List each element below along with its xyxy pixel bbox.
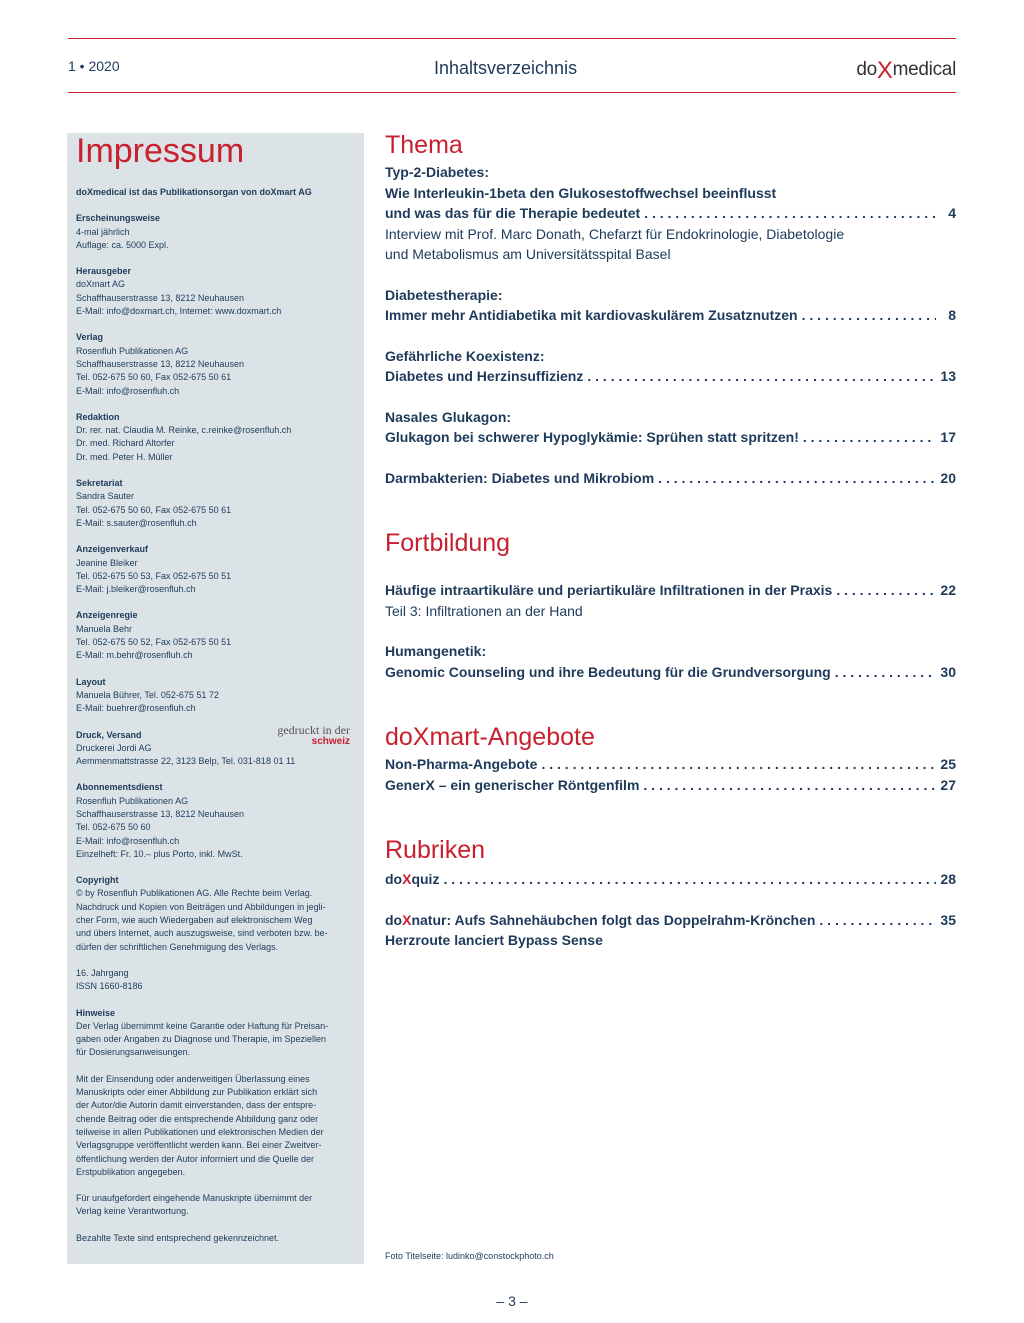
impressum-line: Mit der Einsendung oder anderweitigen Überlassung eines: [76, 1073, 310, 1084]
impressum-line: E-Mail: s.sauter@rosenfluh.ch: [76, 517, 197, 528]
impressum-line: Verlagsgruppe veröffentlicht werden kann. Bei einer Zweitver-: [76, 1140, 322, 1151]
impressum-line: Rosenfluh Publikationen AG: [76, 795, 189, 806]
impressum-block: [76, 967, 355, 994]
impressum-line: Aemmenmattstrasse 22, 3123 Belp, Tel. 031-818 01 11: [76, 756, 296, 767]
printed-in-switzerland-mark: gedruckt in der schweiz: [277, 722, 350, 747]
toc-entry-generx[interactable]: GenerX – ein generischer Röntgenfilm . . . 27: [385, 775, 956, 796]
impressum-line: E-Mail: info@doxmart.ch, Internet: www.doxmart.ch: [76, 306, 282, 317]
impressum-line: Tel. 052-675 50 60, Fax 052-675 50 61: [76, 504, 232, 515]
page-number: 25: [940, 756, 956, 772]
impressum-block-heading: Copyright: [76, 875, 119, 886]
header-rule-top: [68, 38, 956, 39]
impressum-block-heading: Anzeigenverkauf: [76, 544, 149, 555]
impressum-line: E-Mail: j.bleiker@rosenfluh.ch: [76, 584, 196, 595]
impressum-line: Dr. med. Richard Altorfer: [76, 438, 175, 449]
toc-entry-doxquiz[interactable]: doXquiz . . . 28: [385, 869, 956, 890]
impressum-intro: doXmedical ist das Publikationsorgan von doXmart AG: [76, 187, 312, 197]
page-number: 13: [940, 368, 956, 384]
impressum-panel: [67, 133, 364, 1264]
section-title-thema: Thema: [385, 131, 463, 159]
impressum-line: Für unaufgefordert eingehende Manuskripte übernimmt der: [76, 1193, 313, 1204]
impressum-line: 4-mal jährlich: [76, 226, 130, 237]
header-rule-bottom: [68, 92, 956, 93]
impressum-line: Schaffhauserstrasse 13, 8212 Neuhausen: [76, 808, 244, 819]
page-number: 20: [940, 469, 956, 486]
impressum-line: E-Mail: m.behr@rosenfluh.ch: [76, 650, 193, 661]
section-title-fortbildung: Fortbildung: [385, 529, 511, 557]
impressum-line: Schaffhauserstrasse 13, 8212 Neuhausen: [76, 358, 244, 369]
impressum-block: [76, 477, 355, 530]
impressum-line: Tel. 052-675 50 60: [76, 822, 151, 833]
page-number: 27: [940, 776, 956, 793]
section-title-angebote: doXmart-Angebote: [385, 723, 595, 751]
impressum-line: Verlag keine Verantwortung.: [76, 1206, 189, 1217]
impressum-block-heading: Druck, Versand: [76, 729, 142, 740]
impressum-line: © by Rosenfluh Publikationen AG. Alle Rechte beim Verlag.: [76, 888, 313, 899]
impressum-line: Erstpublikation angegeben.: [76, 1166, 186, 1177]
toc-entry-typ2-diabetes[interactable]: Typ-2-Diabetes: Wie Interleukin-1beta den Glukosestoffwechsel beeinflusst und was das für die Therapie bedeutet . . . 4 Interview mit Prof. Marc Donath, Chefarzt für Endokrinologie, Diabetologie und Metabolismus am Universitätsspital Basel: [385, 162, 956, 265]
impressum-line: für Dosierungsanweisungen.: [76, 1047, 191, 1058]
toc-entry-darmbakterien[interactable]: Darmbakterien: Diabetes und Mikrobiom . . . 20: [385, 468, 956, 489]
impressum-block-heading: Sekretariat: [76, 478, 123, 489]
impressum-block: [76, 609, 355, 662]
impressum-line: teilweise in allen Publikationen und elektronischen Medien der: [76, 1126, 324, 1137]
impressum-line: der Autor/die Autorin damit einverstanden, dass der entspre-: [76, 1100, 317, 1111]
impressum-block: [76, 1232, 355, 1245]
impressum-block: [76, 781, 355, 861]
toc-entry-infiltrationen[interactable]: Häufige intraartikuläre und periartikuläre Infiltrationen in der Praxis . . . 22 Teil 3: Infiltrationen an der Hand: [385, 580, 956, 621]
impressum-line: Nachdruck und Kopien von Beiträgen und Abbildungen in jegli-: [76, 901, 326, 912]
impressum-block: [76, 331, 355, 397]
impressum-line: chende Beitrag oder die entsprechende Abbildung ganz oder: [76, 1113, 319, 1124]
impressum-line: Bezahlte Texte sind entsprechend gekennzeichnet.: [76, 1232, 279, 1243]
impressum-line: und übers Internet, auch auszugsweise, sind verboten bzw. be-: [76, 928, 328, 939]
impressum-line: Druckerei Jordi AG: [76, 742, 152, 753]
impressum-line: Manuela Bührer, Tel. 052-675 51 72: [76, 689, 219, 700]
impressum-line: doXmart AG: [76, 279, 126, 290]
impressum-block: [76, 1073, 355, 1179]
impressum-block: [76, 411, 355, 464]
table-of-contents: [385, 130, 956, 951]
impressum-line: dürfen der schriftlichen Genehmigung des Verlags.: [76, 941, 279, 952]
impressum-line: Tel. 052-675 50 52, Fax 052-675 50 51: [76, 637, 232, 648]
impressum-title: Impressum: [76, 132, 245, 170]
issue-number: 1 • 2020: [68, 58, 120, 74]
impressum-block: [76, 1192, 355, 1219]
impressum-line: öffentlichung werden der Autor informiert und die Quelle der: [76, 1153, 314, 1164]
impressum-block: [76, 874, 355, 954]
impressum-line: E-Mail: info@rosenfluh.ch: [76, 835, 180, 846]
page-section-title: Inhaltsverzeichnis: [434, 58, 578, 78]
impressum-block: [76, 212, 355, 252]
impressum-block-heading: Layout: [76, 676, 106, 687]
impressum-block: [76, 676, 355, 716]
toc-entry-doxnatur[interactable]: doXnatur: Aufs Sahnehäubchen folgt das Doppelrahm-Krönchen . . . 35 Herzroute lanciert Bypass Sense: [385, 910, 956, 951]
impressum-line: ISSN 1660-8186: [76, 981, 143, 992]
impressum-block: [76, 543, 355, 596]
impressum-line: 16. Jahrgang: [76, 967, 129, 978]
page-number: 30: [940, 663, 956, 680]
impressum-block-heading: Redaktion: [76, 411, 120, 422]
impressum-line: Manuela Behr: [76, 623, 133, 634]
section-title-rubriken: Rubriken: [385, 836, 486, 864]
page-number: 17: [940, 429, 956, 445]
impressum-line: E-Mail: info@rosenfluh.ch: [76, 385, 180, 396]
impressum-line: Auflage: ca. 5000 Expl.: [76, 239, 169, 250]
doxmedical-logo: doXmedical: [856, 57, 956, 84]
impressum-line: Einzelheft: Fr. 10.– plus Porto, inkl. MwSt.: [76, 848, 243, 859]
page-number: 4: [948, 205, 956, 221]
page-number: 22: [940, 582, 956, 598]
impressum-line: Der Verlag übernimmt keine Garantie oder Haftung für Preisan-: [76, 1020, 329, 1031]
page-number: 8: [948, 307, 956, 323]
impressum-line: gaben oder Angaben zu Diagnose und Therapie, im Speziellen: [76, 1034, 327, 1045]
impressum-line: Dr. rer. nat. Claudia M. Reinke, c.reinke@rosenfluh.ch: [76, 425, 292, 436]
toc-entry-nasales-glukagon[interactable]: Nasales Glukagon: Glukagon bei schwerer Hypoglykämie: Sprühen statt spritzen! . . . 17: [385, 407, 956, 448]
impressum-line: Jeanine Bleiker: [76, 557, 138, 568]
impressum-line: E-Mail: buehrer@rosenfluh.ch: [76, 703, 196, 714]
impressum-line: Tel. 052-675 50 60, Fax 052-675 50 61: [76, 372, 232, 383]
impressum-block: [76, 265, 355, 318]
impressum-block-heading: Hinweise: [76, 1007, 116, 1018]
impressum-line: Sandra Sauter: [76, 491, 135, 502]
page-number: 28: [940, 871, 956, 887]
impressum-line: Schaffhauserstrasse 13, 8212 Neuhausen: [76, 292, 244, 303]
impressum-block-heading: Erscheinungsweise: [76, 213, 161, 224]
impressum-line: Manuskripts oder einer Abbildung zur Publikation erklärt sich: [76, 1087, 318, 1098]
impressum-block-heading: Abonnementsdienst: [76, 782, 163, 793]
toc-entry-diabetestherapie[interactable]: Diabetestherapie: Immer mehr Antidiabetika mit kardiovaskulärem Zusatznutzen . . . 8: [385, 285, 956, 326]
photo-credit: Foto Titelseite: ludinko@constockphoto.ch: [385, 1251, 554, 1261]
toc-entry-humangenetik[interactable]: Humangenetik: Genomic Counseling und ihre Bedeutung für die Grundversorgung . . . 30: [385, 641, 956, 682]
impressum-block-heading: Anzeigenregie: [76, 610, 138, 621]
page-number-footer: – 3 –: [496, 1293, 528, 1309]
page-number: 35: [940, 911, 956, 928]
impressum-block: [76, 1007, 355, 1060]
toc-entry-non-pharma[interactable]: Non-Pharma-Angebote . . . 25: [385, 754, 956, 775]
impressum-line: Rosenfluh Publikationen AG: [76, 345, 189, 356]
impressum-block-heading: Herausgeber: [76, 266, 132, 277]
toc-entry-koexistenz[interactable]: Gefährliche Koexistenz: Diabetes und Herzinsuffizienz . . . 13: [385, 346, 956, 387]
impressum-line: Dr. med. Peter H. Müller: [76, 451, 173, 462]
impressum-block-heading: Verlag: [76, 332, 104, 343]
impressum-line: cher Form, wie auch Wiedergaben auf elektronischem Weg: [76, 915, 313, 926]
impressum-line: Tel. 052-675 50 53, Fax 052-675 50 51: [76, 570, 232, 581]
